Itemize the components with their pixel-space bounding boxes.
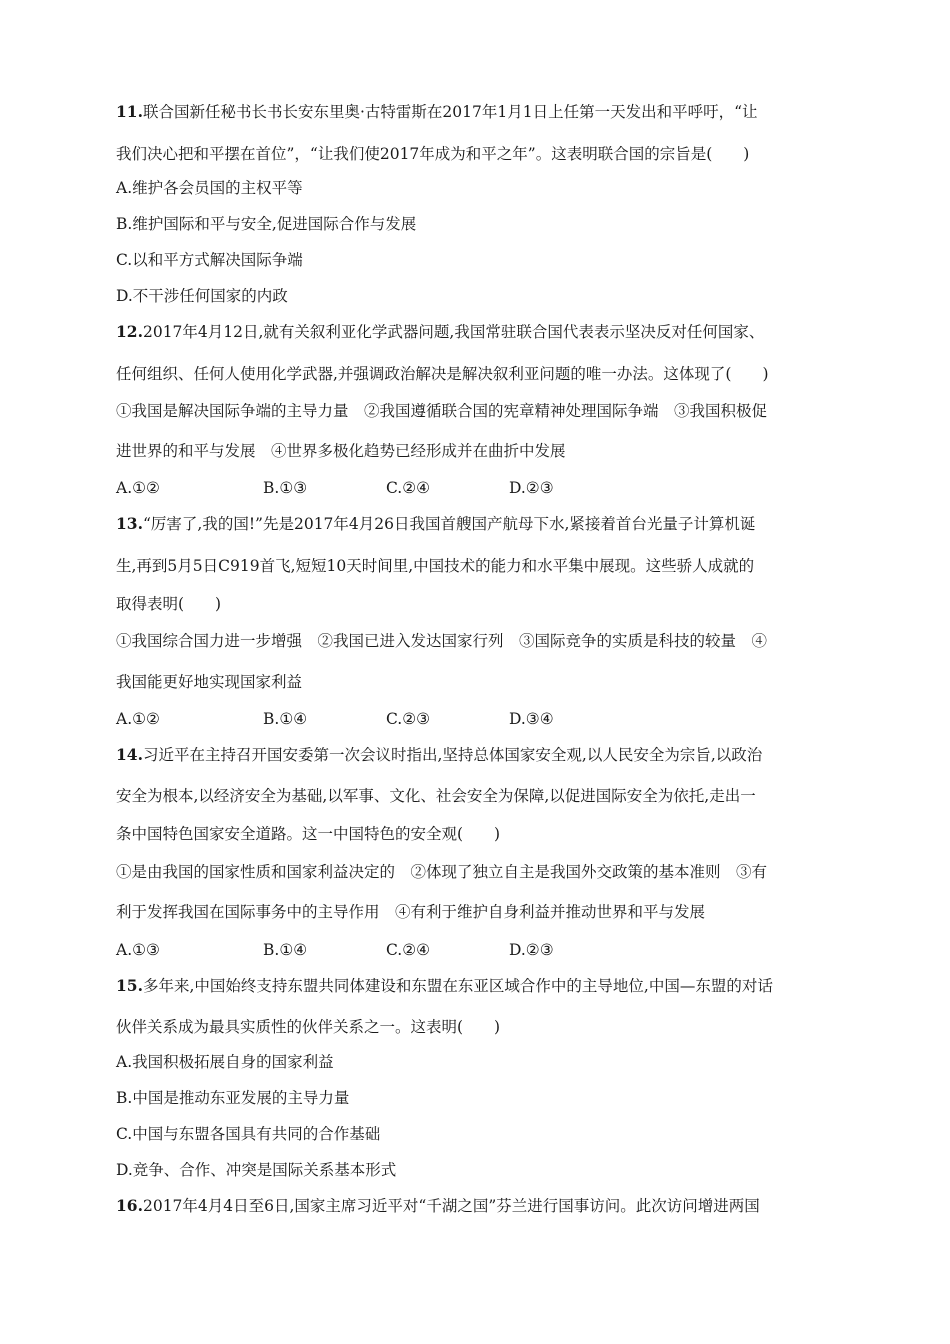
choice-c: C.②④ bbox=[386, 941, 431, 959]
question-14-line-3: 条中国特色国家安全道路。这一中国特色的安全观( ) bbox=[116, 825, 501, 843]
question-13-line-3: 取得表明( ) bbox=[116, 595, 222, 613]
choice-a: A.①② bbox=[116, 479, 160, 497]
question-13-line-4: ①我国综合国力进一步增强 ②我国已进入发达国家行列 ③国际竞争的实质是科技的较量 ④ bbox=[116, 632, 768, 650]
choice-d: D.②③ bbox=[509, 479, 554, 497]
choice-d: D.竞争、合作、冲突是国际关系基本形式 bbox=[116, 1161, 397, 1179]
question-13-line-2: 生,再到5月5日C919首飞,短短10天时间里,中国技术的能力和水平集中展现。这些骄人成就的 bbox=[116, 557, 755, 575]
choice-d: D.②③ bbox=[509, 941, 554, 959]
question-13-line-1: 13.“厉害了,我的国!”先是2017年4月26日我国首艘国产航母下水,紧接着首台光量子计算机诞 bbox=[116, 514, 756, 533]
choice-a: A.维护各会员国的主权平等 bbox=[116, 179, 303, 197]
question-14-line-5: 利于发挥我国在国际事务中的主导作用 ④有利于维护自身利益并推动世界和平与发展 bbox=[116, 903, 706, 921]
question-number: 14. bbox=[116, 745, 143, 764]
question-12-line-3: ①我国是解决国际争端的主导力量 ②我国遵循联合国的宪章精神处理国际争端 ③我国积极促 bbox=[116, 402, 768, 420]
choice-a: A.①③ bbox=[116, 941, 160, 959]
question-16-line-1: 16.2017年4月4日至6日,国家主席习近平对“千湖之国”芬兰进行国事访问。此次访问增进两国 bbox=[116, 1196, 760, 1215]
choice-c: C.中国与东盟各国具有共同的合作基础 bbox=[116, 1125, 381, 1143]
choice-b: B.①④ bbox=[263, 710, 308, 728]
question-11-line-2: 我们决心把和平摆在首位”，“让我们使2017年成为和平之年”。这表明联合国的宗旨是( ) bbox=[116, 145, 750, 163]
choice-c: C.②③ bbox=[386, 710, 431, 728]
choice-b: B.维护国际和平与安全,促进国际合作与发展 bbox=[116, 215, 417, 233]
question-number: 16. bbox=[116, 1196, 143, 1215]
question-13-line-5: 我国能更好地实现国家利益 bbox=[116, 673, 303, 691]
question-11-line-1: 11.联合国新任秘书长书长安东里奥·古特雷斯在2017年1月1日上任第一天发出和平呼吁，“让 bbox=[116, 102, 758, 121]
question-14-line-4: ①是由我国的国家性质和国家利益决定的 ②体现了独立自主是我国外交政策的基本准则 ③有 bbox=[116, 863, 768, 881]
question-number: 11. bbox=[116, 102, 143, 121]
question-14-line-1: 14.习近平在主持召开国安委第一次会议时指出,坚持总体国家安全观,以人民安全为宗旨,以政治 bbox=[116, 745, 763, 764]
question-15-line-1: 15.多年来,中国始终支持东盟共同体建设和东盟在东亚区域合作中的主导地位,中国—东盟的对话 bbox=[116, 976, 773, 995]
question-12-line-2: 任何组织、任何人使用化学武器,并强调政治解决是解决叙利亚问题的唯一办法。这体现了( ) bbox=[116, 365, 769, 383]
question-12-line-4: 进世界的和平与发展 ④世界多极化趋势已经形成并在曲折中发展 bbox=[116, 442, 566, 460]
question-12-line-1: 12.2017年4月12日,就有关叙利亚化学武器问题,我国常驻联合国代表表示坚决反对任何国家、 bbox=[116, 322, 765, 341]
question-number: 15. bbox=[116, 976, 143, 995]
question-number: 12. bbox=[116, 322, 143, 341]
choice-a: A.我国积极拓展自身的国家利益 bbox=[116, 1053, 334, 1071]
choice-c: C.以和平方式解决国际争端 bbox=[116, 251, 303, 269]
choice-c: C.②④ bbox=[386, 479, 431, 497]
choice-b: B.中国是推动东亚发展的主导力量 bbox=[116, 1089, 350, 1107]
choice-d: D.不干涉任何国家的内政 bbox=[116, 287, 288, 305]
choice-a: A.①② bbox=[116, 710, 160, 728]
question-15-line-2: 伙伴关系成为最具实质性的伙伴关系之一。这表明( ) bbox=[116, 1018, 501, 1036]
question-14-line-2: 安全为根本,以经济安全为基础,以军事、文化、社会安全为保障,以促进国际安全为依托,走出一 bbox=[116, 787, 756, 805]
choice-d: D.③④ bbox=[509, 710, 554, 728]
question-number: 13. bbox=[116, 514, 143, 533]
choice-b: B.①④ bbox=[263, 941, 308, 959]
choice-b: B.①③ bbox=[263, 479, 308, 497]
